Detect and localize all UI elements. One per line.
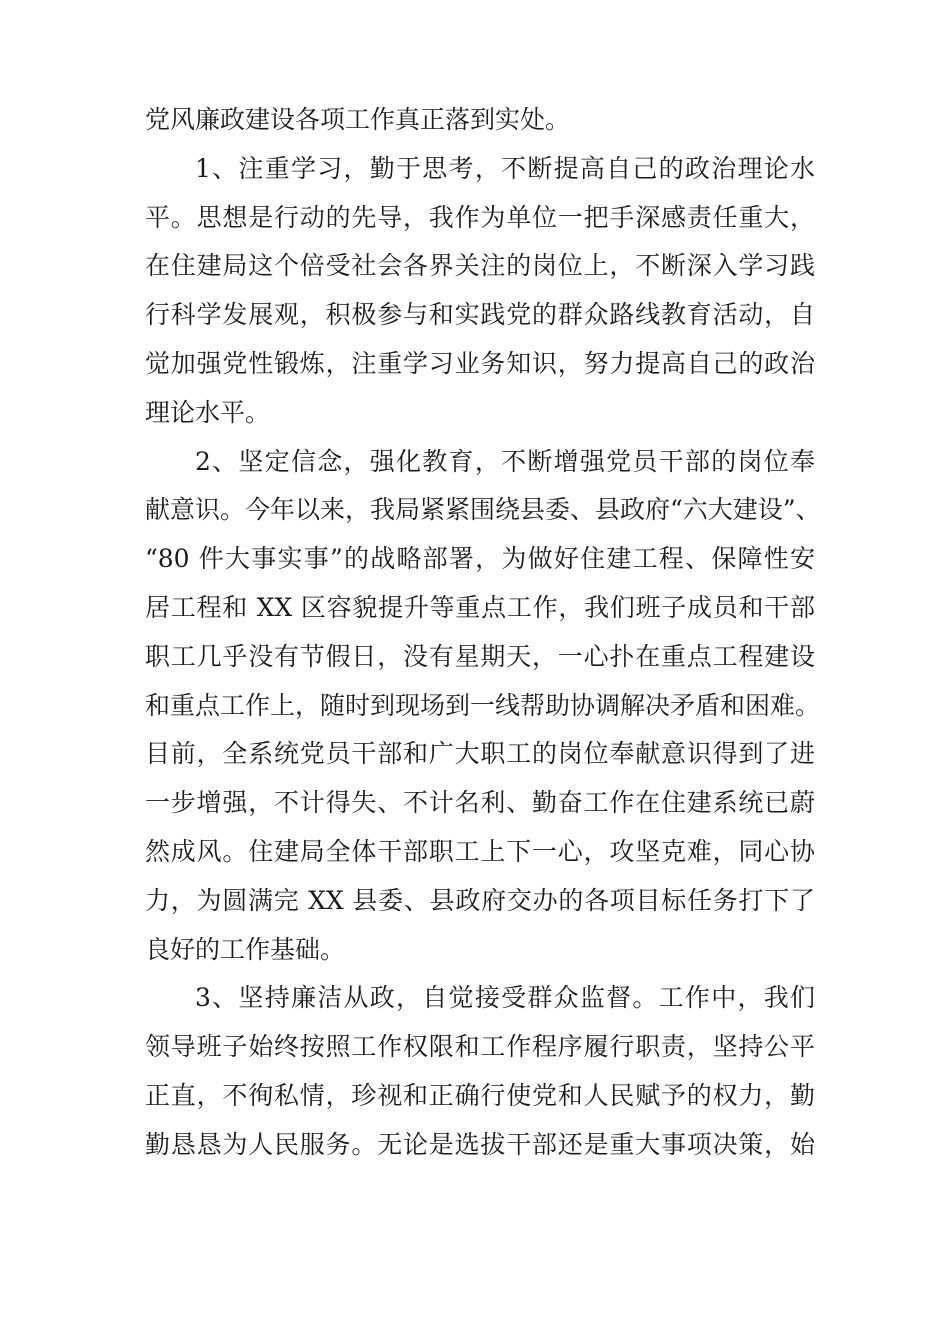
text-line: 居工程和 XX 区容貌提升等重点工作，我们班子成员和干部 <box>145 592 815 622</box>
text-line: 1、注重学习，勤于思考，不断提高自己的政治理论水 <box>195 153 815 183</box>
text-line: 力，为圆满完 XX 县委、县政府交办的各项目标任务打下了 <box>145 885 815 915</box>
text-line: 勤恳恳为人民服务。无论是选拔干部还是重大事项决策，始 <box>145 1129 815 1159</box>
text-line: 然成风。住建局全体干部职工上下一心，攻坚克难，同心协 <box>145 836 815 866</box>
text-line: 正直，不徇私情，珍视和正确行使党和人民赋予的权力，勤 <box>145 1080 815 1110</box>
text-line: 行科学发展观，积极参与和实践党的群众路线教育活动，自 <box>145 300 815 330</box>
text-line: “80 件大事实事”的战略部署，为做好住建工程、保障性安 <box>145 544 815 574</box>
text-line: 在住建局这个倍受社会各界关注的岗位上，不断深入学习践 <box>145 251 815 281</box>
text-line: 3、坚持廉洁从政，自觉接受群众监督。工作中，我们 <box>195 983 815 1013</box>
text-line: 党风廉政建设各项工作真正落到实处。 <box>145 105 571 134</box>
text-line: 目前，全系统党员干部和广大职工的岗位奉献意识得到了进 <box>145 739 815 769</box>
text-line: 职工几乎没有节假日，没有星期天，一心扑在重点工程建设 <box>145 641 815 671</box>
text-line: 平。思想是行动的先导，我作为单位一把手深感责任重大， <box>145 202 815 232</box>
text-line: 一步增强，不计得失、不计名利、勤奋工作在住建系统已蔚 <box>145 788 815 818</box>
text-line: 良好的工作基础。 <box>145 934 346 964</box>
text-line: 和重点工作上，随时到现场到一线帮助协调解决矛盾和困难。 <box>145 690 821 720</box>
text-line: 理论水平。 <box>145 397 271 427</box>
text-line: 领导班子始终按照工作权限和工作程序履行职责，坚持公平 <box>145 1032 815 1062</box>
text-line: 2、坚定信念，强化教育，不断增强党员干部的岗位奉 <box>195 446 815 476</box>
text-line: 献意识。今年以来，我局紧紧围绕县委、县政府“六大建设”、 <box>145 495 821 525</box>
document-body <box>145 96 821 1170</box>
text-line: 觉加强党性锻炼，注重学习业务知识，努力提高自己的政治 <box>145 348 815 378</box>
